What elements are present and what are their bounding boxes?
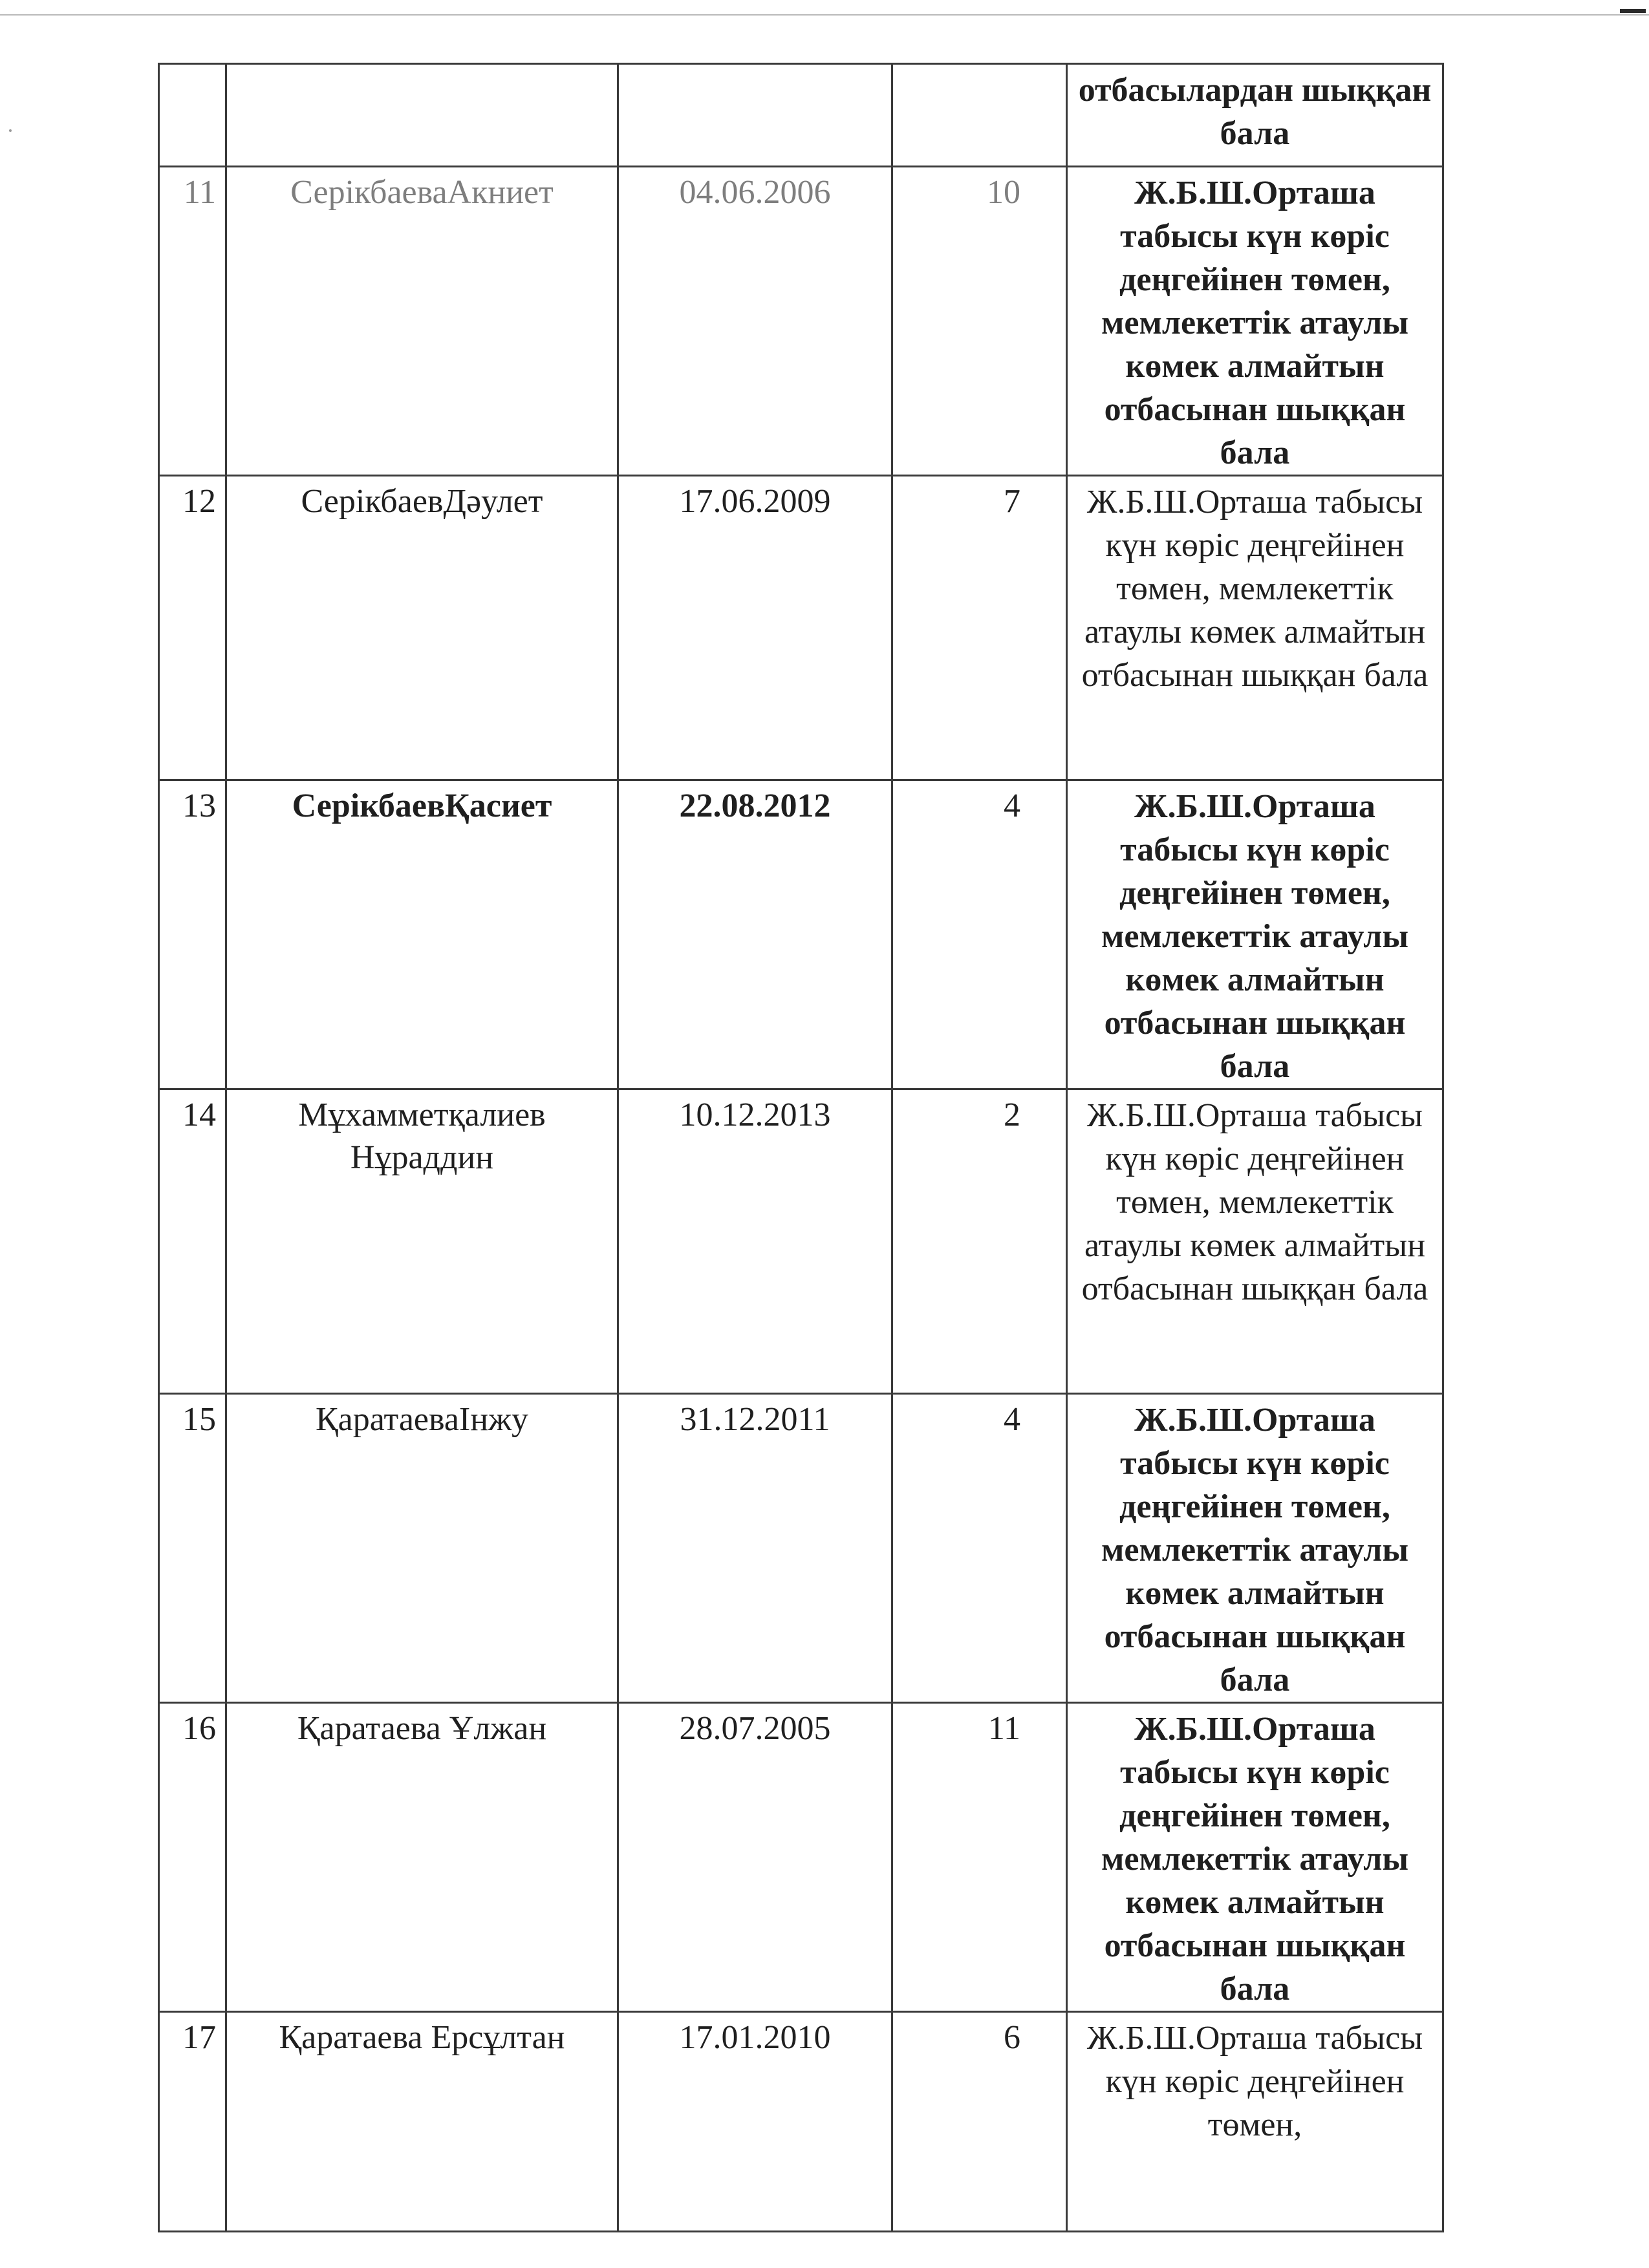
age-cell: 11	[892, 1703, 1067, 2012]
status-cell: Ж.Б.Ш.Орташа табысы күн көріс деңгейінен төмен, мемлекеттік атаулы көмек алмайтын отбасынан шыққан бала	[1067, 1394, 1443, 1703]
birth-date-cell: 17.06.2009	[618, 476, 892, 780]
birth-date-cell: 31.12.2011	[618, 1394, 892, 1703]
scan-speck	[9, 129, 12, 132]
table-row	[159, 1703, 1443, 2012]
table-row-continued	[159, 64, 1443, 167]
child-name-cell: СерікбаевДәулет	[226, 476, 618, 780]
birth-date-cell: 22.08.2012	[618, 780, 892, 1089]
row-number-cell: 14	[159, 1089, 226, 1394]
age-cell: 4	[892, 1394, 1067, 1703]
row-number-cell: 11	[159, 167, 226, 476]
age-cell: 6	[892, 2012, 1067, 2232]
birth-date-cell: 10.12.2013	[618, 1089, 892, 1394]
child-name-cell: Қаратаева Ұлжан	[226, 1703, 618, 2012]
age-cell	[892, 64, 1067, 167]
child-name-cell	[226, 64, 618, 167]
status-cell: Ж.Б.Ш.Орташа табысы күн көріс деңгейінен төмен, мемлекеттік атаулы көмек алмайтын отбасынан шыққан бала	[1067, 167, 1443, 476]
birth-date-cell: 28.07.2005	[618, 1703, 892, 2012]
child-name-cell: СерікбаеваАкниет	[226, 167, 618, 476]
row-number-cell: 15	[159, 1394, 226, 1703]
row-number-cell: 13	[159, 780, 226, 1089]
table-row	[159, 780, 1443, 1089]
table-row	[159, 1394, 1443, 1703]
table-row	[159, 2012, 1443, 2232]
child-name-cell: Қаратаева Ерсұлтан	[226, 2012, 618, 2232]
scan-edge-line	[0, 14, 1649, 16]
child-name-cell: ҚаратаеваІнжу	[226, 1394, 618, 1703]
row-number-cell: 17	[159, 2012, 226, 2232]
children-list-table	[158, 63, 1444, 2232]
status-cell: Ж.Б.Ш.Орташа табысы күн көріс деңгейінен төмен, мемлекеттік атаулы көмек алмайтын отбасынан шыққан бала	[1067, 780, 1443, 1089]
row-number-cell: 12	[159, 476, 226, 780]
status-cell: Ж.Б.Ш.Орташа табысы күн көріс деңгейінен төмен, мемлекеттік атаулы көмек алмайтын отбасынан шыққан бала	[1067, 1703, 1443, 2012]
row-number-cell	[159, 64, 226, 167]
age-cell: 2	[892, 1089, 1067, 1394]
status-cell: Ж.Б.Ш.Орташа табысы күн көріс деңгейінен төмен,	[1067, 2012, 1443, 2232]
scan-edge-mark	[1620, 9, 1646, 13]
child-name-cell: Мұхамметқалиев Нұраддин	[226, 1089, 618, 1394]
age-cell: 7	[892, 476, 1067, 780]
table-row	[159, 476, 1443, 780]
child-name-cell: СерікбаевҚасиет	[226, 780, 618, 1089]
age-cell: 4	[892, 780, 1067, 1089]
table-row	[159, 1089, 1443, 1394]
birth-date-cell: 04.06.2006	[618, 167, 892, 476]
status-cell: Ж.Б.Ш.Орташа табысы күн көріс деңгейінен төмен, мемлекеттік атаулы көмек алмайтын отбасынан шыққан бала	[1067, 476, 1443, 780]
birth-date-cell	[618, 64, 892, 167]
table-row	[159, 167, 1443, 476]
status-cell: отбасылардан шыққан бала	[1067, 64, 1443, 167]
row-number-cell: 16	[159, 1703, 226, 2012]
status-cell: Ж.Б.Ш.Орташа табысы күн көріс деңгейінен төмен, мемлекеттік атаулы көмек алмайтын отбасынан шыққан бала	[1067, 1089, 1443, 1394]
age-cell: 10	[892, 167, 1067, 476]
birth-date-cell: 17.01.2010	[618, 2012, 892, 2232]
